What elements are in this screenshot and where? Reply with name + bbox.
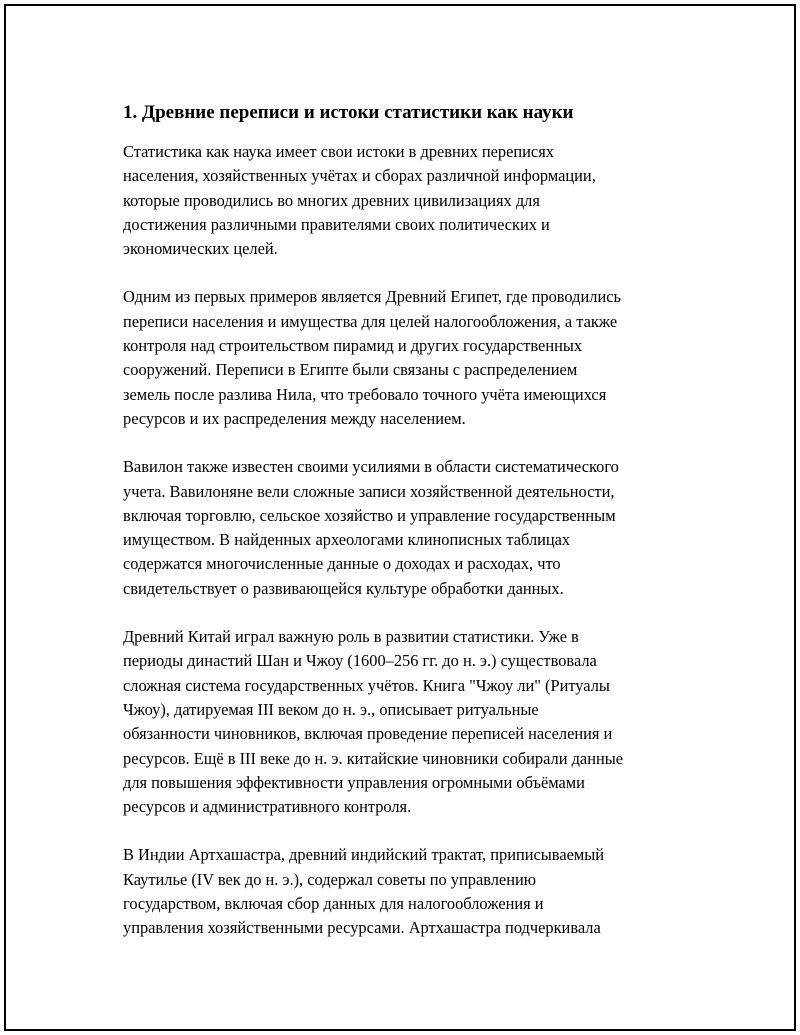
- text-line: ресурсов и административного контроля.: [123, 797, 412, 817]
- paragraph-babylon: [123, 455, 683, 601]
- paragraph-ancient-censuses: [123, 140, 683, 261]
- text-line: переписи населения и имущества для целей налогообложения, а также: [123, 311, 618, 331]
- text-line: сложная система государственных учётов. Книга "Чжоу ли" (Ритуалы: [123, 675, 610, 695]
- page-frame: [4, 4, 796, 1031]
- text-line: которые проводились во многих древних цивилизациях для: [123, 190, 540, 210]
- text-line: управления хозяйственными ресурсами. Артхашастра подчеркивала: [123, 918, 601, 938]
- text-line: включая торговлю, сельское хозяйство и управление государственным: [123, 505, 616, 525]
- paragraph-egypt: [123, 285, 683, 431]
- text-line: сооружений. Переписи в Египте были связаны с распределением: [123, 360, 578, 380]
- text-line: ресурсов. Ещё в III веке до н. э. китайские чиновники собирали данные: [123, 748, 624, 768]
- text-line: учета. Вавилоняне вели сложные записи хозяйственной деятельности,: [123, 481, 615, 501]
- section-heading: 1. Древние переписи и истоки статистики как науки: [123, 102, 574, 123]
- text-line: населения, хозяйственных учётах и сборах различной информации,: [123, 166, 596, 186]
- text-line: обязанности чиновников, включая проведение переписей населения и: [123, 724, 613, 744]
- text-line: для повышения эффективности управления огромными объёмами: [123, 772, 585, 792]
- text-line: экономических целей.: [123, 239, 278, 259]
- paragraph-china: [123, 625, 683, 819]
- text-line: ресурсов и их распределения между населением.: [123, 408, 466, 428]
- document-body: [123, 100, 683, 965]
- text-line: Каутилье (IV век до н. э.), содержал советы по управлению: [123, 869, 536, 889]
- paragraph-india: [123, 843, 683, 940]
- text-line: Чжоу), датируемая III веком до н. э., описывает ритуальные: [123, 699, 539, 719]
- text-line: Статистика как наука имеет свои истоки в древних переписях: [123, 142, 554, 161]
- text-line: содержатся многочисленные данные о доходах и расходах, что: [123, 554, 561, 574]
- text-line: Одним из первых примеров является Древний Египет, где проводились: [123, 287, 621, 307]
- text-line: Вавилон также известен своими усилиями в области систематического: [123, 457, 619, 477]
- paragraph-list: [123, 140, 683, 941]
- text-line: имуществом. В найденных археологами клинописных таблицах: [123, 530, 571, 550]
- text-line: достижения различными правителями своих политических и: [123, 214, 550, 234]
- text-line: контроля над строительством пирамид и других государственных: [123, 336, 583, 356]
- text-line: В Индии Артхашастра, древний индийский трактат, приписываемый: [123, 845, 605, 865]
- text-line: Древний Китай играл важную роль в развитии статистики. Уже в: [123, 627, 579, 647]
- text-line: земель после разлива Нила, что требовало точного учёта имеющихся: [123, 384, 607, 404]
- text-line: периоды династий Шан и Чжоу (1600–256 гг. до н. э.) существовала: [123, 651, 597, 671]
- text-line: государством, включая сбор данных для налогообложения и: [123, 894, 544, 914]
- text-line: свидетельствует о развивающейся культуре обработки данных.: [123, 578, 564, 598]
